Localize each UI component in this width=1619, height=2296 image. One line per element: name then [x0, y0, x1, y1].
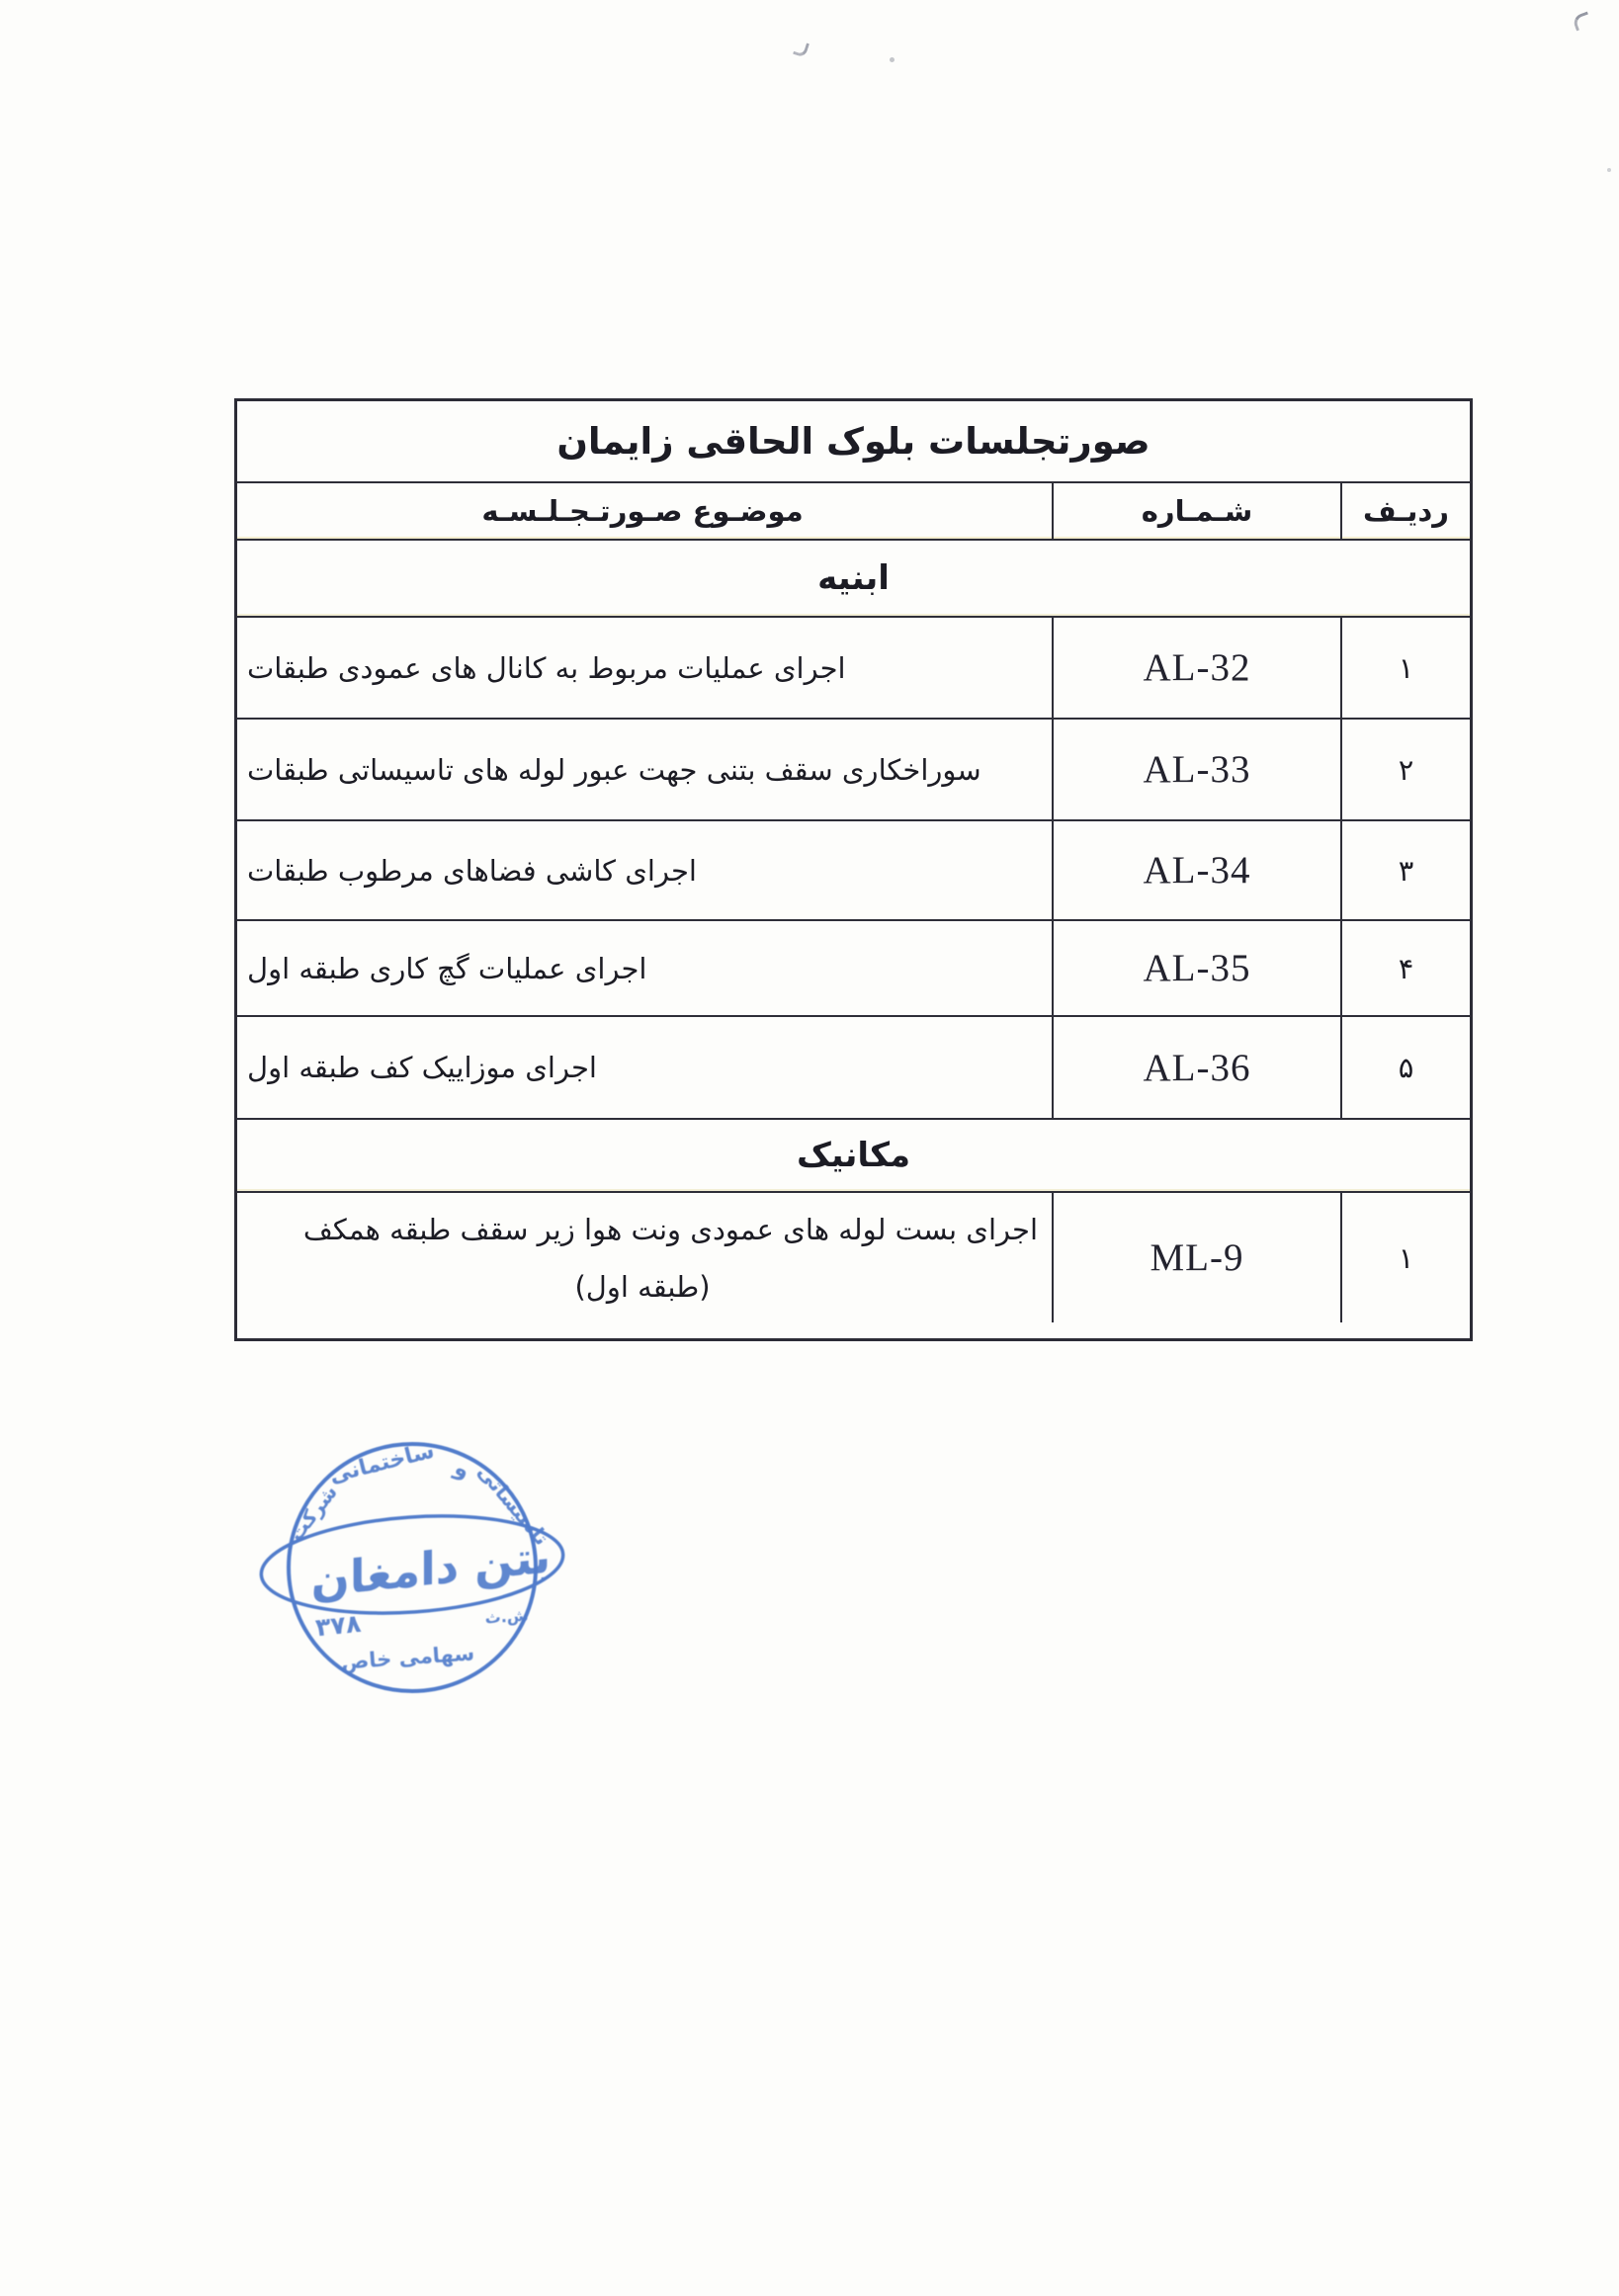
minutes-subject: اجرای کاشی فضاهای مرطوب طبقات: [247, 853, 697, 888]
minutes-number: AL-35: [1052, 921, 1340, 1015]
stamp-arc-word: و: [451, 1455, 473, 1485]
table-row: [237, 1017, 1470, 1120]
company-stamp: [247, 1426, 588, 1708]
stamp-company-name: بتن دامغان: [310, 1529, 552, 1608]
header-row-number: ردیـف: [1340, 483, 1470, 539]
table-row: [237, 821, 1470, 921]
minutes-number: ML-9: [1052, 1193, 1340, 1322]
minutes-table: [234, 398, 1473, 1341]
minutes-subject: اجرای موزاییک کف طبقه اول: [247, 1051, 597, 1084]
table-row: [237, 921, 1470, 1017]
minutes-number: AL-34: [1052, 821, 1340, 919]
row-index: ۵: [1340, 1017, 1470, 1118]
scan-speck: [793, 40, 810, 57]
section-abnieh-label: ابنیه: [817, 558, 890, 598]
section-mekanik-label: مکانیک: [796, 1136, 911, 1175]
row-index: ۱: [1340, 1193, 1470, 1322]
table-title: صورتجلسات بلوک الحاقی زایمان: [556, 420, 1150, 463]
section-abnieh: [237, 541, 1470, 618]
stamp-arc-word: شرکت: [284, 1480, 342, 1546]
scan-speck: [890, 57, 895, 62]
table-header-row: [237, 483, 1470, 541]
minutes-subject: سوراخکاری سقف بتنی جهت عبور لوله های تاسیساتی طبقات: [247, 752, 981, 787]
section-mekanik: [237, 1120, 1470, 1193]
row-index: ۴: [1340, 921, 1470, 1015]
table-row: [237, 1193, 1470, 1322]
row-index: ۳: [1340, 821, 1470, 919]
table-row: [237, 720, 1470, 821]
scan-speck: [1572, 12, 1592, 32]
stamp-registration-number: ۳۷۸: [313, 1608, 363, 1643]
table-title-row: [237, 401, 1470, 483]
minutes-number: AL-33: [1052, 720, 1340, 819]
scan-speck: [1607, 168, 1611, 172]
table-row: [237, 618, 1470, 720]
minutes-subject: اجرای عملیات گچ کاری طبقه اول: [247, 951, 647, 985]
stamp-arc-word: تاسیساتی: [472, 1460, 554, 1550]
stamp-arc-word: ساختمانی: [326, 1438, 437, 1488]
minutes-number: AL-36: [1052, 1017, 1340, 1118]
minutes-subject: [237, 1193, 1052, 1322]
subject-line-1: اجرای بست لوله های عمودی ونت هوا زیر سقف طبقه همکف: [302, 1212, 1038, 1246]
stamp-registration-label: ش.ث: [483, 1605, 530, 1628]
header-subject: موضـوع صـورتـجـلـسـه: [481, 494, 804, 528]
subject-line-2: (طبقه اول): [574, 1269, 711, 1304]
row-index: ۱: [1340, 618, 1470, 718]
stamp-company-type: سهامی خاص: [340, 1641, 475, 1674]
row-index: ۲: [1340, 720, 1470, 819]
header-number: شـمـاره: [1052, 483, 1340, 539]
minutes-subject: اجرای عملیات مربوط به کانال های عمودی طبقات: [247, 650, 846, 685]
minutes-number: AL-32: [1052, 618, 1340, 718]
